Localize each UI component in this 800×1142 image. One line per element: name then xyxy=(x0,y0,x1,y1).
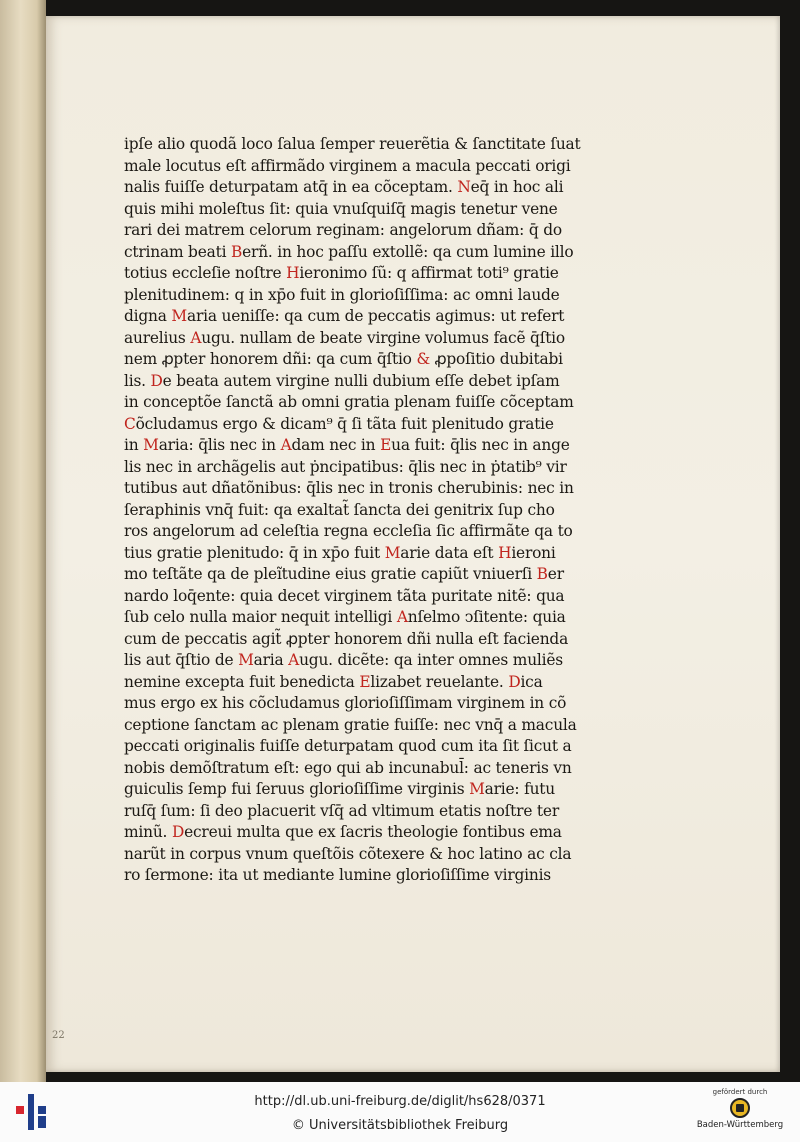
copyright-notice: © Universitätsbibliothek Freiburg xyxy=(291,1118,509,1133)
text-segment: ſeraphinis vnq̄ fuit: qa exaltat̃ ſancta dei genitrix ſup cho xyxy=(124,500,555,519)
text-segment: arie: futu xyxy=(484,780,556,798)
text-line xyxy=(124,564,604,586)
text-segment: narũt in corpus vnum queſtõis cõtexere & hoc latino ac cla xyxy=(124,844,572,863)
text-line xyxy=(124,693,604,715)
text-segment: nem ꝓpter honorem dñi: qa cum q̄ſtio xyxy=(124,350,417,368)
text-segment: e beata autem virgine nulli dubium eſſe debet ipſam xyxy=(162,371,560,390)
text-line xyxy=(124,435,604,457)
rubricated-initial: M xyxy=(143,436,159,454)
text-segment: eq̄ in hoc ali xyxy=(470,178,564,196)
text-segment: arie data eſt xyxy=(400,543,499,562)
text-segment: ceptione ſanctam ac plenam gratie fuiſſe: nec vnq̄ a macula xyxy=(124,715,577,734)
text-line xyxy=(124,414,604,436)
text-segment: in conceptõe ſanctã ab omni gratia plenam fuiſſe cõceptam xyxy=(124,393,574,411)
text-segment: erñ. in hoc paſſu extollẽ: qa cum lumine illo xyxy=(242,242,574,261)
rubricated-initial: & xyxy=(416,350,430,368)
rubricated-initial: D xyxy=(508,672,521,691)
rubricated-initial: N xyxy=(457,178,471,196)
rubricated-initial: B xyxy=(231,242,243,261)
text-line xyxy=(124,328,604,350)
rubricated-initial: E xyxy=(359,672,371,691)
text-segment: ro ſermone: ita ut mediante lumine glorioſiſſime virginis xyxy=(124,866,552,884)
text-segment: aria: q̄lis nec in xyxy=(158,436,281,454)
text-line xyxy=(124,263,604,285)
text-segment: guiculis ſemp fui ſeruus glorioſiſſime virginis xyxy=(124,780,470,798)
text-line xyxy=(124,650,604,672)
text-segment: lis aut q̄ſtio de xyxy=(124,651,239,669)
text-segment: ſub celo nulla maior nequit intelligi xyxy=(124,608,397,626)
text-line xyxy=(124,220,604,242)
text-line xyxy=(124,629,604,651)
rubricated-initial: D xyxy=(171,823,185,841)
left-page-edge xyxy=(0,0,46,1082)
text-segment: in xyxy=(124,436,144,454)
text-line xyxy=(124,672,604,694)
rubricated-initial: A xyxy=(280,436,292,454)
rubricated-initial: A xyxy=(396,608,408,626)
text-line xyxy=(124,543,604,565)
text-block xyxy=(124,134,604,887)
text-line xyxy=(124,801,604,823)
text-segment: mus ergo ex his cõcludamus glorioſiſſimam virginem in cõ xyxy=(124,694,567,712)
text-segment: ros angelorum ad celeſtia regna eccleſia ſic affirmãte qa to xyxy=(124,522,573,540)
rubricated-initial: A xyxy=(190,328,202,347)
text-segment: er xyxy=(547,565,564,583)
baden-wuerttemberg-seal-icon xyxy=(730,1098,750,1118)
funder-caption: gefördert durch xyxy=(712,1088,768,1096)
funder-badge[interactable] xyxy=(694,1088,786,1138)
text-line xyxy=(124,500,604,522)
text-segment: ipſe alio quodã loco ſalua ſemper reuerẽtia & ſanctitate ſuat xyxy=(124,135,581,153)
text-line xyxy=(124,715,604,737)
text-segment: aria ueniſſe: qa cum de peccatis agimus: ut refert xyxy=(186,307,565,325)
text-segment: õcludamus ergo & dicam⁹ q̄ ſi tãta fuit plenitudo gratie xyxy=(135,414,554,433)
rubricated-initial: M xyxy=(171,307,187,325)
text-line xyxy=(124,457,604,479)
text-line xyxy=(124,177,604,199)
text-segment: tius gratie plenitudo: q̄ in xp̄o fuit xyxy=(124,543,385,562)
text-line xyxy=(124,844,604,866)
text-segment: nardo loq̄ente: quia decet virginem tãta puritate nitẽ: qua xyxy=(124,586,565,605)
text-segment: male locutus eſt affirmãdo virginem a macula peccati origi xyxy=(124,156,571,175)
text-line xyxy=(124,349,604,371)
text-segment: ieronimo ſũ: q affirmat toti⁹ gratie xyxy=(299,264,559,282)
text-segment: plenitudinem: q in xp̄o fuit in glorioſiſſima: ac omni laude xyxy=(124,285,560,304)
text-line xyxy=(124,779,604,801)
text-segment: cum de peccatis agit̃ ꝓpter honorem dñi nulla eſt facienda xyxy=(124,629,569,648)
text-line xyxy=(124,865,604,887)
rubricated-initial: M xyxy=(238,651,254,669)
text-segment: aurelius xyxy=(124,328,191,347)
text-segment: ica xyxy=(520,672,543,691)
text-line xyxy=(124,521,604,543)
text-segment: peccati originalis fuiſſe deturpatam quod cum ita ſit ſicut a xyxy=(124,737,572,755)
text-segment: digna xyxy=(124,307,172,325)
text-segment: ugu. nullam de beate virgine volumus facẽ q̄ſtio xyxy=(201,328,565,347)
footer xyxy=(0,1082,800,1142)
text-line xyxy=(124,736,604,758)
funder-name: Baden-Württemberg xyxy=(696,1120,784,1130)
rubricated-initial: E xyxy=(380,436,392,454)
text-segment: lis nec in archãgelis aut ṗncipatibus: q̄lis nec in ṗtatib⁹ vir xyxy=(124,457,567,476)
text-segment: lis. xyxy=(124,371,151,390)
left-page-mark: 22 xyxy=(52,1030,65,1041)
rubricated-initial: B xyxy=(536,565,548,583)
document-url-link[interactable]: http://dl.ub.uni-freiburg.de/diglit/hs628/0371 xyxy=(254,1094,546,1109)
text-segment: aria xyxy=(253,651,289,669)
text-segment: ieroni xyxy=(511,543,556,562)
text-line xyxy=(124,392,604,414)
text-segment: nſelmo ↄſitente: quia xyxy=(407,608,566,626)
text-line xyxy=(124,822,604,844)
rubricated-initial: D xyxy=(150,371,163,390)
text-segment: minũ. xyxy=(124,823,172,841)
text-segment: tutibus aut dñatõnibus: q̄lis nec in tronis cherubinis: nec in xyxy=(124,479,574,497)
text-line xyxy=(124,285,604,307)
text-segment: quis mihi moleſtus ſit: quia vnuſquiſq̄ magis tenetur vene xyxy=(124,199,558,218)
text-line xyxy=(124,607,604,629)
text-segment: lizabet reuelante. xyxy=(370,672,509,691)
rubricated-initial: H xyxy=(286,264,300,282)
text-line xyxy=(124,199,604,221)
rubricated-initial: C xyxy=(124,414,136,433)
text-line xyxy=(124,156,604,178)
rubricated-initial: M xyxy=(469,780,485,798)
text-segment: dam nec in xyxy=(291,436,381,454)
text-segment: mo teſtãte qa de pleĩtudine eius gratie capiũt vniuerſi xyxy=(124,565,537,583)
text-line xyxy=(124,242,604,264)
text-segment: ꝓpoſitio dubitabi xyxy=(429,350,563,368)
text-segment: rari dei matrem celorum reginam: angelorum dñam: q̄ do xyxy=(124,221,562,239)
text-segment: ruſq̄ ſum: ſi deo placuerit vſq̄ ad vltimum etatis noſtre ter xyxy=(124,801,559,820)
rubricated-initial: H xyxy=(498,543,512,562)
text-line xyxy=(124,134,604,156)
text-line xyxy=(124,586,604,608)
text-segment: ugu. dicẽte: qa inter omnes muliẽs xyxy=(299,651,563,669)
text-segment: ua fuit: q̄lis nec in ange xyxy=(391,436,570,454)
rubricated-initial: A xyxy=(288,651,300,669)
text-line xyxy=(124,306,604,328)
text-line xyxy=(124,371,604,393)
manuscript-page xyxy=(46,16,780,1072)
text-line xyxy=(124,478,604,500)
text-segment: nalis fuiſſe deturpatam atq̄ in ea cõceptam. xyxy=(124,178,458,196)
text-segment: ecreui multa que ex ſacris theologie fontibus ema xyxy=(184,823,562,841)
text-segment: totius eccleſie noſtre xyxy=(124,264,287,282)
text-line xyxy=(124,758,604,780)
text-segment: nobis demõſtratum eſt: ego qui ab incunabul̄: ac teneris vn xyxy=(124,758,572,777)
text-segment: ctrinam beati xyxy=(124,242,231,261)
rubricated-initial: M xyxy=(384,543,401,562)
text-segment: nemine excepta fuit benedicta xyxy=(124,672,360,691)
